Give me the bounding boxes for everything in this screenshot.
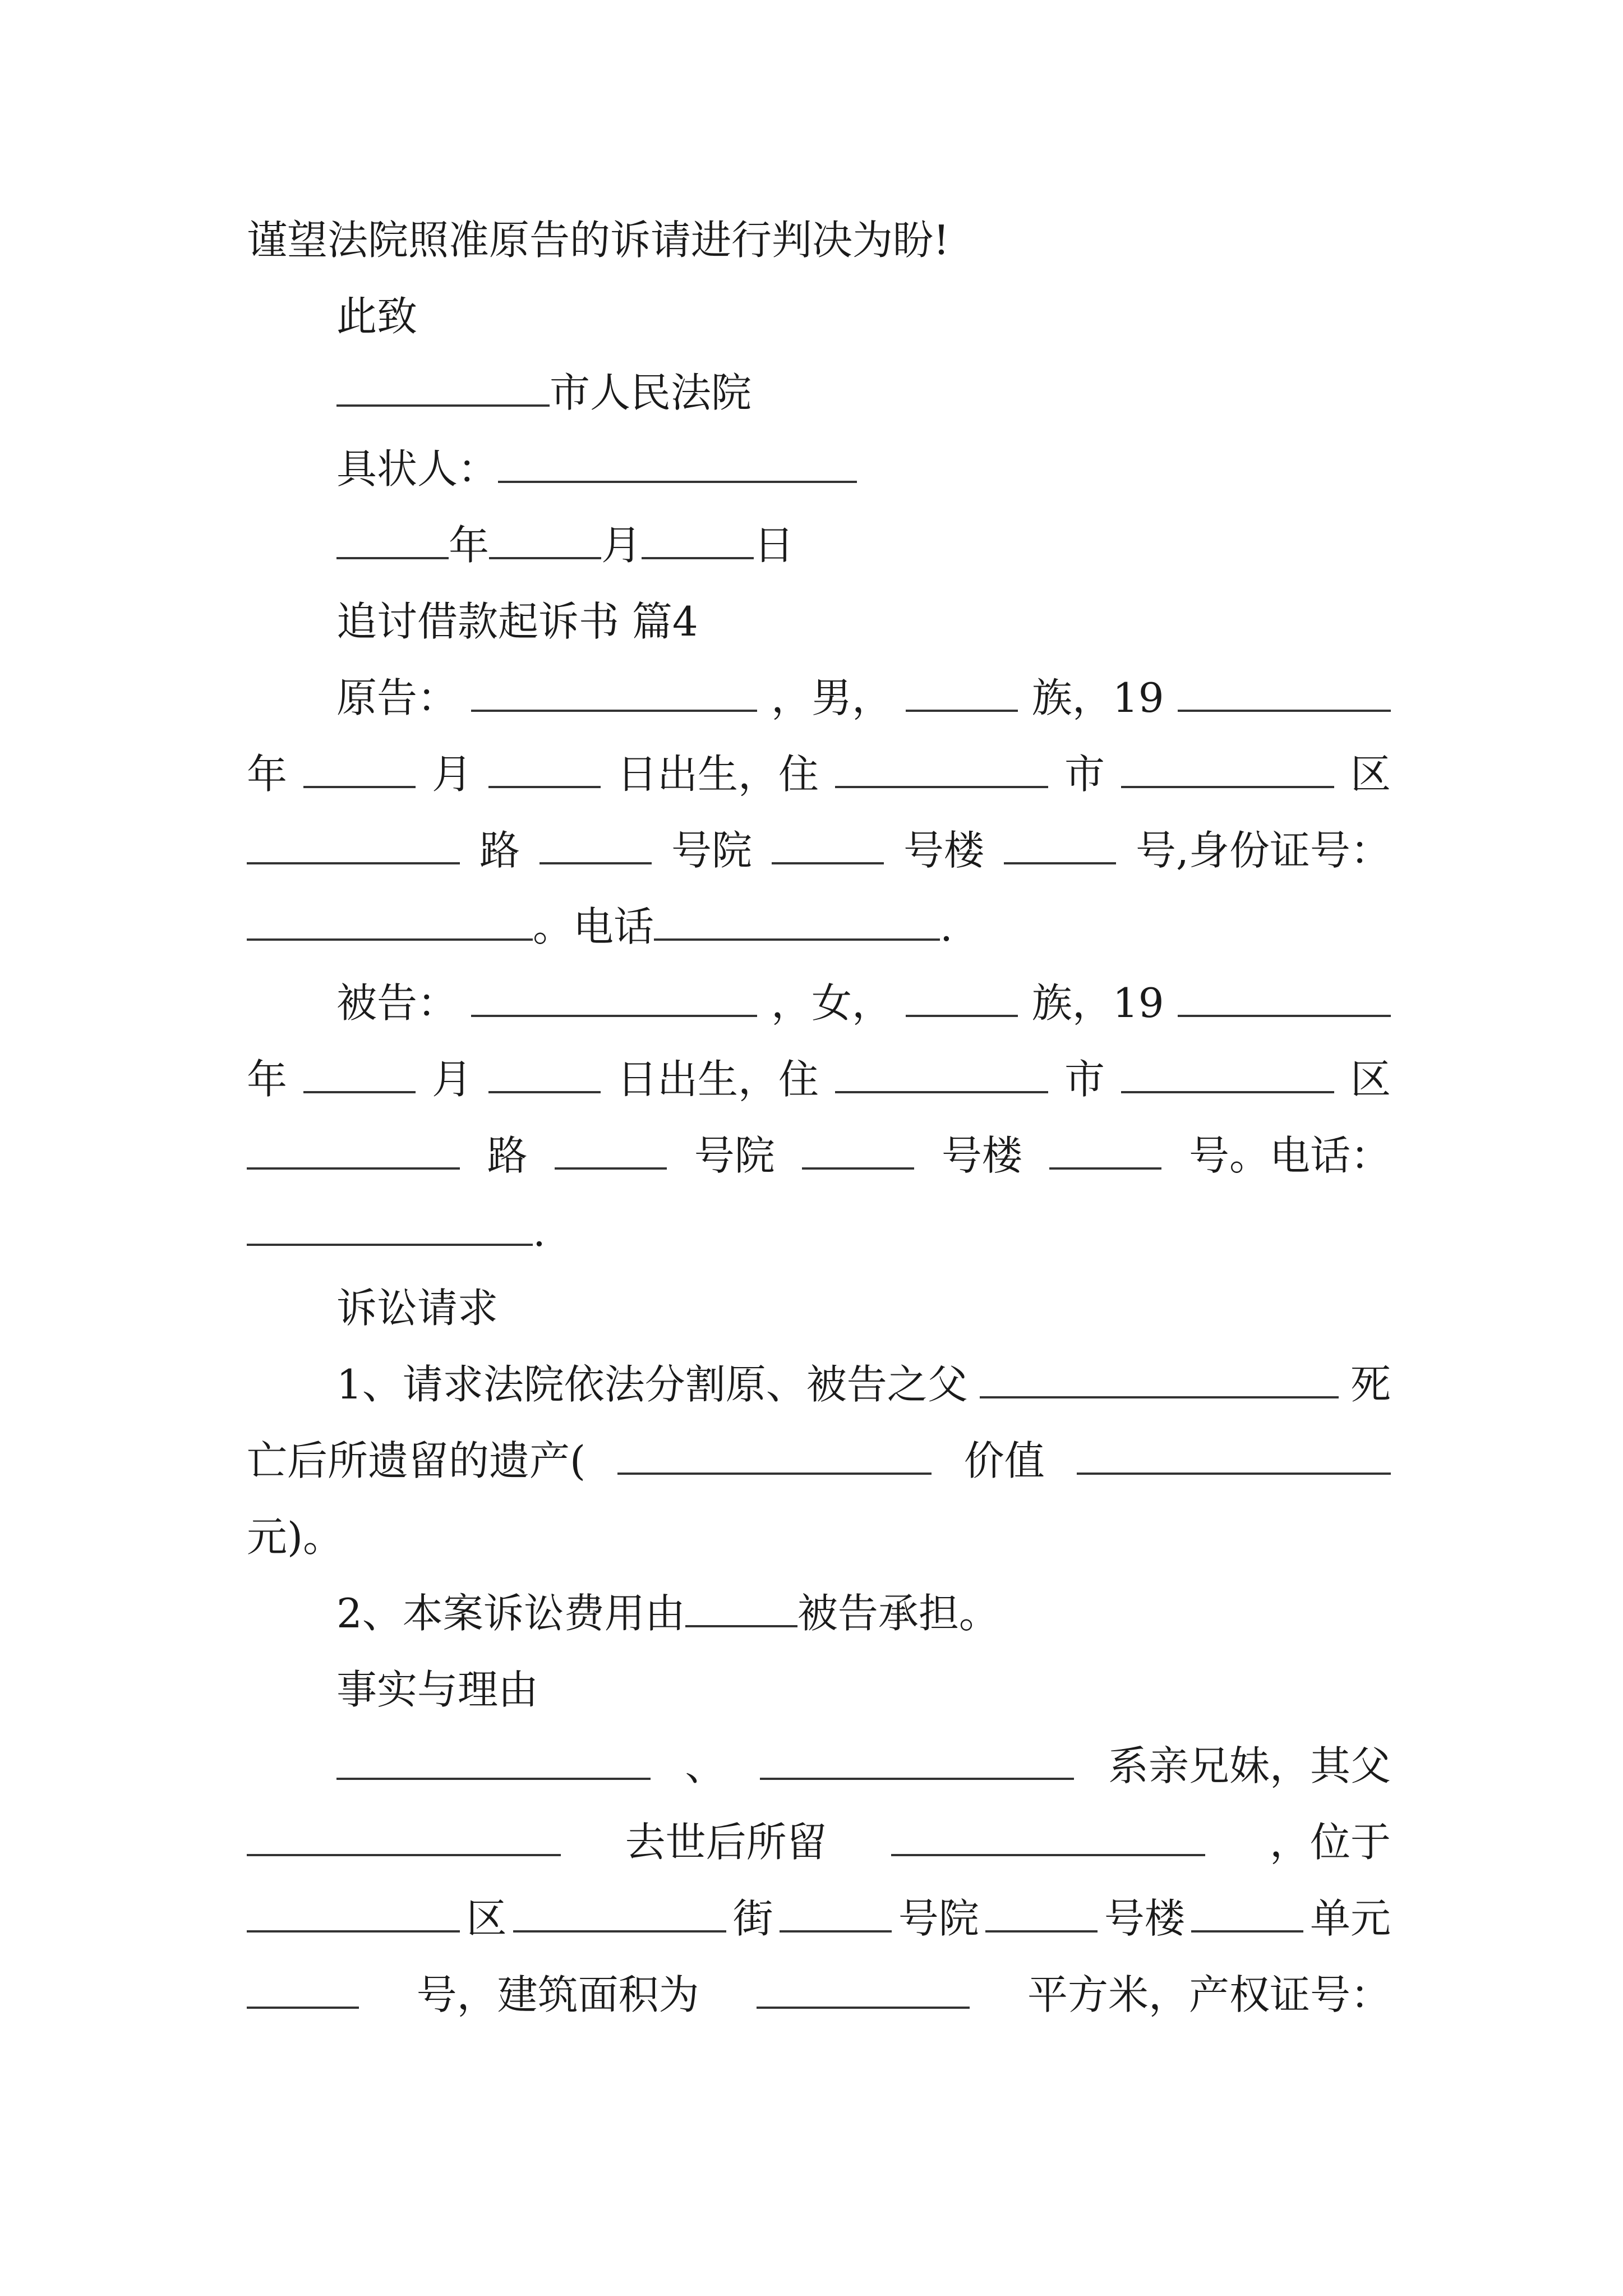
plaintiff-line-2: 年 月 日出生，住 市 区	[247, 751, 1391, 798]
signer-line: 具状人：	[336, 442, 1391, 496]
defendant-building-blank	[802, 1133, 914, 1170]
facts-line-2: 去世后所留 ，位于	[247, 1815, 1391, 1869]
plaintiff-name-blank	[471, 675, 757, 712]
plaintiff-ethnicity-blank	[906, 675, 1018, 712]
defendant-city-blank	[835, 1056, 1048, 1093]
defendant-line-1: 被告： ，女， 族，19	[336, 976, 1391, 1030]
sibling-2-blank	[760, 1743, 1074, 1780]
plaintiff-compound-blank	[540, 827, 652, 864]
plaintiff-line-3: 路 号院 号楼 号,身份证号：	[247, 823, 1391, 877]
defendant-line-2: 年 月 日出生，住 市 区	[247, 1056, 1391, 1103]
court-line: 市人民法院	[336, 366, 1391, 420]
year-blank	[336, 522, 449, 559]
defendant-line-3: 路 号院 号楼 号。电话：	[247, 1129, 1391, 1182]
plaintiff-district-blank	[1121, 751, 1334, 788]
property-building-blank	[985, 1895, 1098, 1932]
property-compound-blank	[780, 1895, 892, 1932]
defendant-month-blank	[303, 1056, 416, 1093]
defendant-name-blank	[471, 980, 757, 1017]
plaintiff-line-4: 。电话 .	[247, 900, 1391, 954]
defendant-district-blank	[1121, 1056, 1334, 1093]
closing-plea: 谨望法院照准原告的诉请进行判决为盼!	[247, 217, 949, 264]
father-blank	[247, 1819, 561, 1856]
month-blank	[489, 522, 601, 559]
day-blank	[642, 522, 754, 559]
father-name-blank	[980, 1361, 1339, 1398]
date-line: 年 月 日	[336, 518, 1391, 572]
defendant-line-4: .	[247, 1205, 1391, 1259]
facts-heading: 事实与理由	[336, 1666, 539, 1713]
property-unit-blank	[1191, 1895, 1303, 1932]
claim-2: 2、本案诉讼费用由 被告承担。	[336, 1590, 999, 1637]
plaintiff-road-blank	[247, 827, 460, 864]
section-heading: 追讨借款起诉书 篇4	[336, 598, 698, 645]
facts-line-4: 号，建筑面积为 平方米，产权证号：	[247, 1968, 1391, 2022]
defendant-ethnicity-blank	[906, 980, 1018, 1017]
cost-bearer-blank	[685, 1590, 797, 1627]
defendant-day-blank	[488, 1056, 601, 1093]
defendant-compound-blank	[555, 1133, 667, 1170]
plaintiff-id-blank	[247, 904, 533, 941]
plaintiff-line-1: 原告： ，男， 族，19	[336, 671, 1391, 725]
facts-line-1: 、 系亲兄妹，其父	[336, 1739, 1391, 1793]
plaintiff-city-blank	[835, 751, 1048, 788]
defendant-phone-blank	[247, 1209, 533, 1246]
estate-item-blank	[617, 1438, 932, 1475]
property-blank	[891, 1819, 1205, 1856]
court-name-blank	[336, 370, 550, 407]
signer-blank	[498, 446, 857, 483]
closing-salutation: 此致	[336, 293, 418, 340]
plaintiff-room-blank	[1004, 827, 1116, 864]
sibling-1-blank	[336, 1743, 651, 1780]
plaintiff-phone-blank	[654, 904, 940, 941]
defendant-room-blank	[1049, 1133, 1161, 1170]
plaintiff-building-blank	[772, 827, 884, 864]
claim-1-line-2: 亡后所遗留的遗产( 价值	[247, 1434, 1391, 1488]
property-street-blank	[513, 1895, 726, 1932]
plaintiff-month-blank	[303, 751, 416, 788]
claim-1-line-1: 1、请求法院依法分割原、被告之父 死	[336, 1361, 1391, 1408]
plaintiff-day-blank	[488, 751, 601, 788]
claims-heading: 诉讼请求	[336, 1285, 499, 1332]
property-district-blank	[247, 1895, 460, 1932]
defendant-road-blank	[247, 1133, 460, 1170]
facts-line-3: 区 街 号院 号楼 单元	[247, 1892, 1391, 1945]
property-area-blank	[757, 1972, 970, 2009]
defendant-birthyear-blank	[1178, 980, 1391, 1017]
claim-1-line-3: 元)。	[247, 1513, 344, 1561]
estate-value-blank	[1077, 1438, 1391, 1475]
plaintiff-birthyear-blank	[1178, 675, 1391, 712]
property-room-blank	[247, 1972, 359, 2009]
